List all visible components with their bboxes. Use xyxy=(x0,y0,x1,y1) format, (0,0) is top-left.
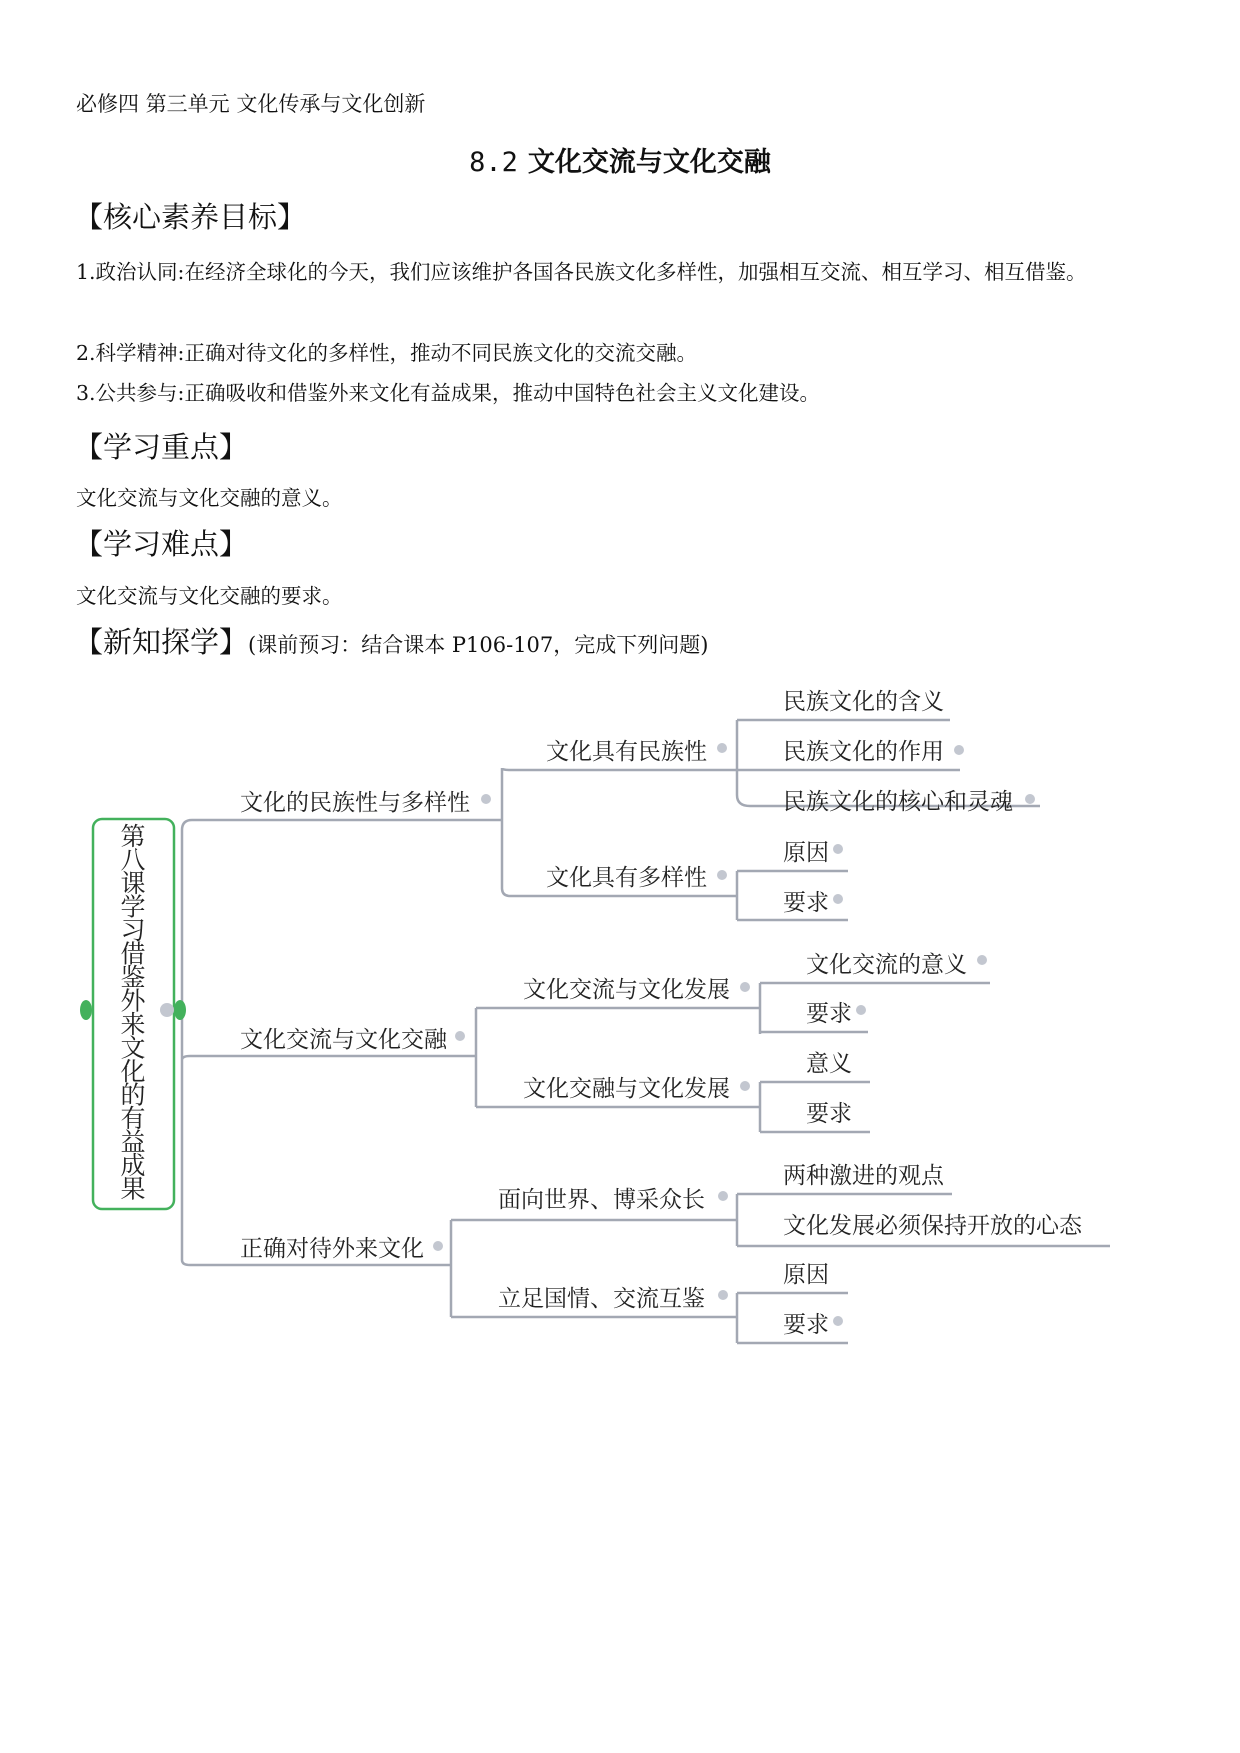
document-header: 必修四 第三单元 文化传承与文化创新 xyxy=(76,92,426,116)
leaf-fusion-significance[interactable]: 意义 xyxy=(806,1051,852,1077)
root-node[interactable] xyxy=(120,822,146,1204)
node-face-world[interactable]: 面向世界、博采众长 xyxy=(498,1187,705,1213)
section-difficulty-heading: 【学习难点】 xyxy=(74,527,249,561)
leaf-exchange-requirement[interactable]: 要求 xyxy=(806,1001,852,1027)
leaf-conditions-requirement[interactable]: 要求 xyxy=(783,1312,829,1338)
leaf-diversity-requirement[interactable]: 要求 xyxy=(783,890,829,916)
goal-item-2: 2.科学精神:正确对待文化的多样性，推动不同民族文化的交流交融。 xyxy=(76,341,697,365)
difficulty-text: 文化交流与文化交融的要求。 xyxy=(76,584,343,608)
section-goals-heading: 【核心素养目标】 xyxy=(74,200,307,234)
node-culture-diversity[interactable]: 文化具有多样性 xyxy=(546,865,707,891)
branch-2-label[interactable]: 文化交流与文化交融 xyxy=(240,1027,447,1053)
goal-item-3: 3.公共参与:正确吸收和借鉴外来文化有益成果，推动中国特色社会主义文化建设。 xyxy=(76,381,820,405)
goal-item-1: 1.政治认同:在经济全球化的今天，我们应该维护各国各民族文化多样性，加强相互交流、相互学习、相互借鉴。 xyxy=(76,260,1087,284)
node-national-conditions[interactable]: 立足国情、交流互鉴 xyxy=(498,1286,705,1312)
leaf-national-culture-core[interactable]: 民族文化的核心和灵魂 xyxy=(783,789,1013,815)
leaf-open-mind[interactable]: 文化发展必须保持开放的心态 xyxy=(783,1213,1082,1239)
lesson-title: 文化交流与文化交融 xyxy=(527,147,771,178)
lesson-number: 8.2 xyxy=(469,147,518,178)
branch-1-label[interactable]: 文化的民族性与多样性 xyxy=(240,790,470,816)
node-exchange-development[interactable]: 文化交流与文化发展 xyxy=(523,977,730,1003)
focus-text: 文化交流与文化交融的意义。 xyxy=(76,486,343,510)
node-fusion-development[interactable]: 文化交融与文化发展 xyxy=(523,1076,730,1102)
leaf-fusion-requirement[interactable]: 要求 xyxy=(806,1101,852,1127)
root-label: 第八课学习借鉴外来文化的有益成果 xyxy=(120,822,146,1204)
explore-note: (课前预习：结合课本 P106-107，完成下列问题) xyxy=(248,633,709,657)
leaf-two-radical-views[interactable]: 两种激进的观点 xyxy=(783,1163,944,1189)
explore-title: 【新知探学】 xyxy=(74,625,249,659)
leaf-national-culture-role[interactable]: 民族文化的作用 xyxy=(783,739,944,765)
leaf-diversity-reason[interactable]: 原因 xyxy=(783,840,829,866)
leaf-conditions-reason[interactable]: 原因 xyxy=(783,1262,829,1288)
leaf-national-culture-meaning[interactable]: 民族文化的含义 xyxy=(783,689,944,715)
branch-3-label[interactable]: 正确对待外来文化 xyxy=(240,1236,424,1262)
leaf-exchange-significance[interactable]: 文化交流的意义 xyxy=(806,952,967,978)
section-focus-heading: 【学习重点】 xyxy=(74,430,249,464)
node-culture-nationality[interactable]: 文化具有民族性 xyxy=(546,739,707,765)
